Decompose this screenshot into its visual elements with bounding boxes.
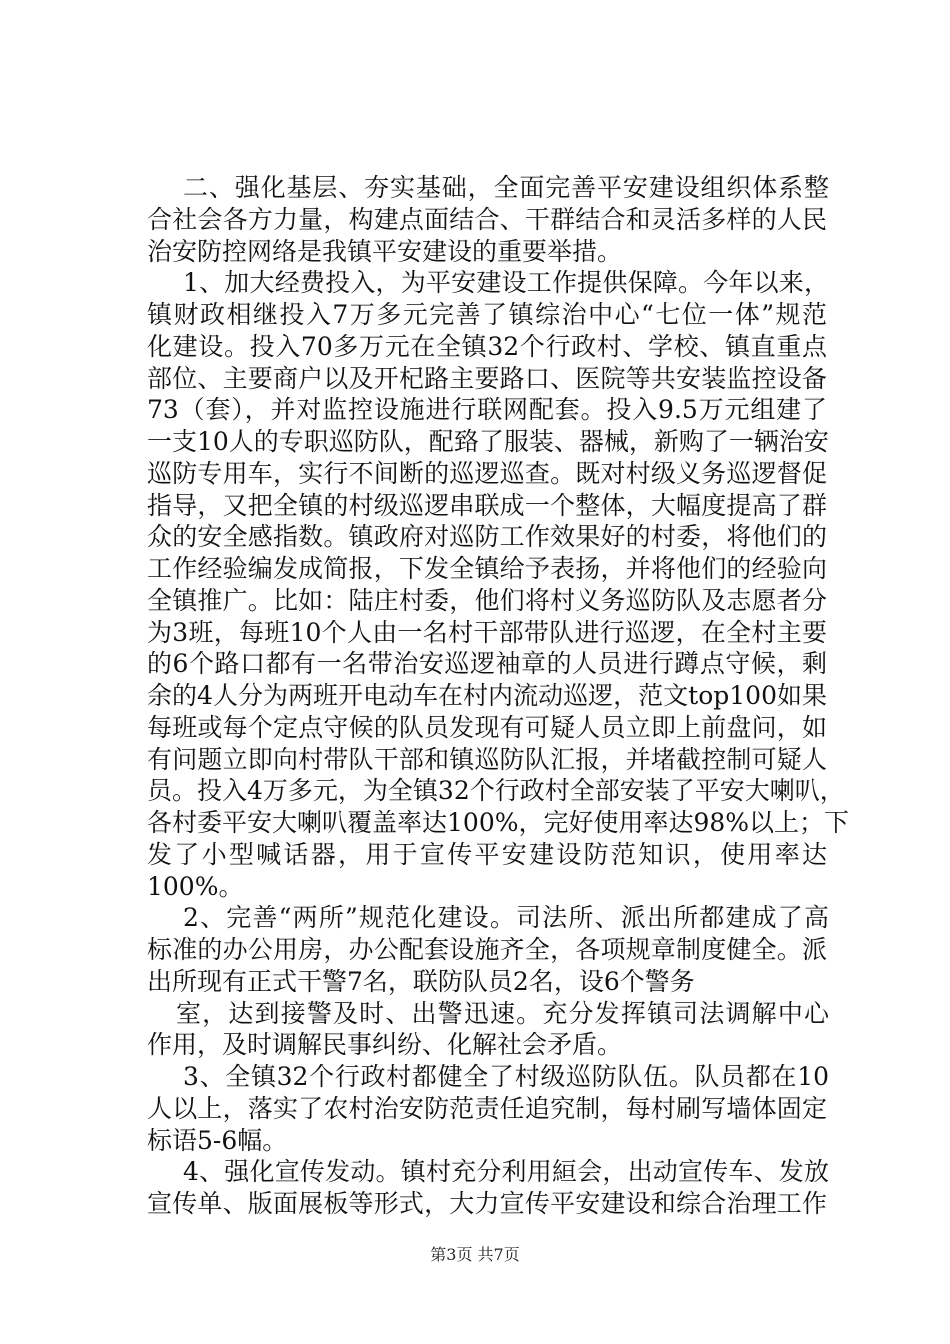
text-line: 指导，又把全镇的村级巡逻串联成一个整体，大幅度提高了群	[147, 491, 827, 520]
text-line: 化建设。投入70多万元在全镇32个行政村、学校、镇直重点	[147, 332, 827, 361]
text-line: 合社会各方力量，构建点面结合、干群结合和灵活多样的人民	[147, 205, 827, 234]
text-line: 众的安全感指数。镇政府对巡防工作效果好的村委，将他们的	[147, 522, 827, 551]
text-line: 员。投入4万多元，为全镇32个行政村全部安装了平安大喇叭，	[147, 776, 845, 805]
text-line: 一支10人的专职巡防队，配臵了服装、器械，新购了一辆治安	[147, 427, 829, 456]
text-line: 的6个路口都有一名带治安巡逻袖章的人员进行蹲点守候，剩	[147, 649, 827, 678]
text-line: 各村委平安大喇叭覆盖率达100%，完好使用率达98%以上；下	[147, 808, 850, 837]
text-line: 室，达到接警及时、出警迅速。充分发挥镇司法调解中心	[176, 999, 829, 1028]
text-line: 治安防控网络是我镇平安建设的重要举措。	[147, 237, 623, 266]
text-line: 部位、主要商户以及开杞路主要路口、医院等共安装监控设备	[147, 364, 827, 393]
text-line: 有问题立即向村带队干部和镇巡防队汇报，并堵截控制可疑人	[147, 745, 827, 774]
text-line: 1、加大经费投入，为平安建设工作提供保障。今年以来，	[183, 268, 829, 297]
text-line: 人以上，落实了农村治安防范责任追究制，每村刷写墙体固定	[147, 1094, 827, 1123]
page-number-footer: 第3页 共7页	[430, 1245, 520, 1264]
text-line: 73（套），并对监控设施进行联网配套。投入9.5万元组建了	[147, 395, 827, 424]
text-line: 工作经验编发成简报，下发全镇给予表扬，并将他们的经验向	[147, 554, 827, 583]
text-line: 作用，及时调解民事纠纷、化解社会矛盾。	[147, 1030, 623, 1059]
text-line: 二、强化基层、夯实基础，全面完善平安建设组织体系整	[183, 173, 829, 202]
text-line: 2、完善“两所”规范化建设。司法所、派出所都建成了高	[183, 903, 829, 932]
text-line: 宣传单、版面展板等形式，大力宣传平安建设和综合治理工作	[147, 1189, 827, 1218]
text-line: 4、强化宣传发动。镇村充分利用絙会，出动宣传车、发放	[183, 1157, 829, 1186]
text-line: 发了小型喊话器，用于宣传平安建设防范知识，使用率达	[147, 840, 827, 869]
text-line: 为3班，每班10个人由一名村干部带队进行巡逻，在全村主要	[147, 618, 827, 647]
text-line: 镇财政相继投入7万多元完善了镇综治中心“七位一体”规范	[147, 300, 827, 329]
text-line: 100%。	[147, 872, 244, 901]
text-line: 巡防专用车，实行不间断的巡逻巡查。既对村级义务巡逻督促	[147, 459, 827, 488]
text-line: 余的4人分为两班开电动车在村内流动巡逻，范文top100如果	[147, 681, 827, 710]
text-line: 每班或每个定点守候的队员发现有可疑人员立即上前盘问，如	[147, 713, 827, 742]
text-line: 全镇推广。比如：陆庄村委，他们将村义务巡防队及志愿者分	[147, 586, 827, 615]
text-line: 标准的办公用房，办公配套设施齐全，各项规章制度健全。派	[147, 935, 827, 964]
text-line: 标语5-6幅。	[147, 1126, 288, 1155]
text-line: 3、全镇32个行政村都健全了村级巡防队伍。队员都在10	[183, 1062, 829, 1091]
text-line: 出所现有正式干警7名，联防队员2名，设6个警务	[147, 967, 695, 996]
